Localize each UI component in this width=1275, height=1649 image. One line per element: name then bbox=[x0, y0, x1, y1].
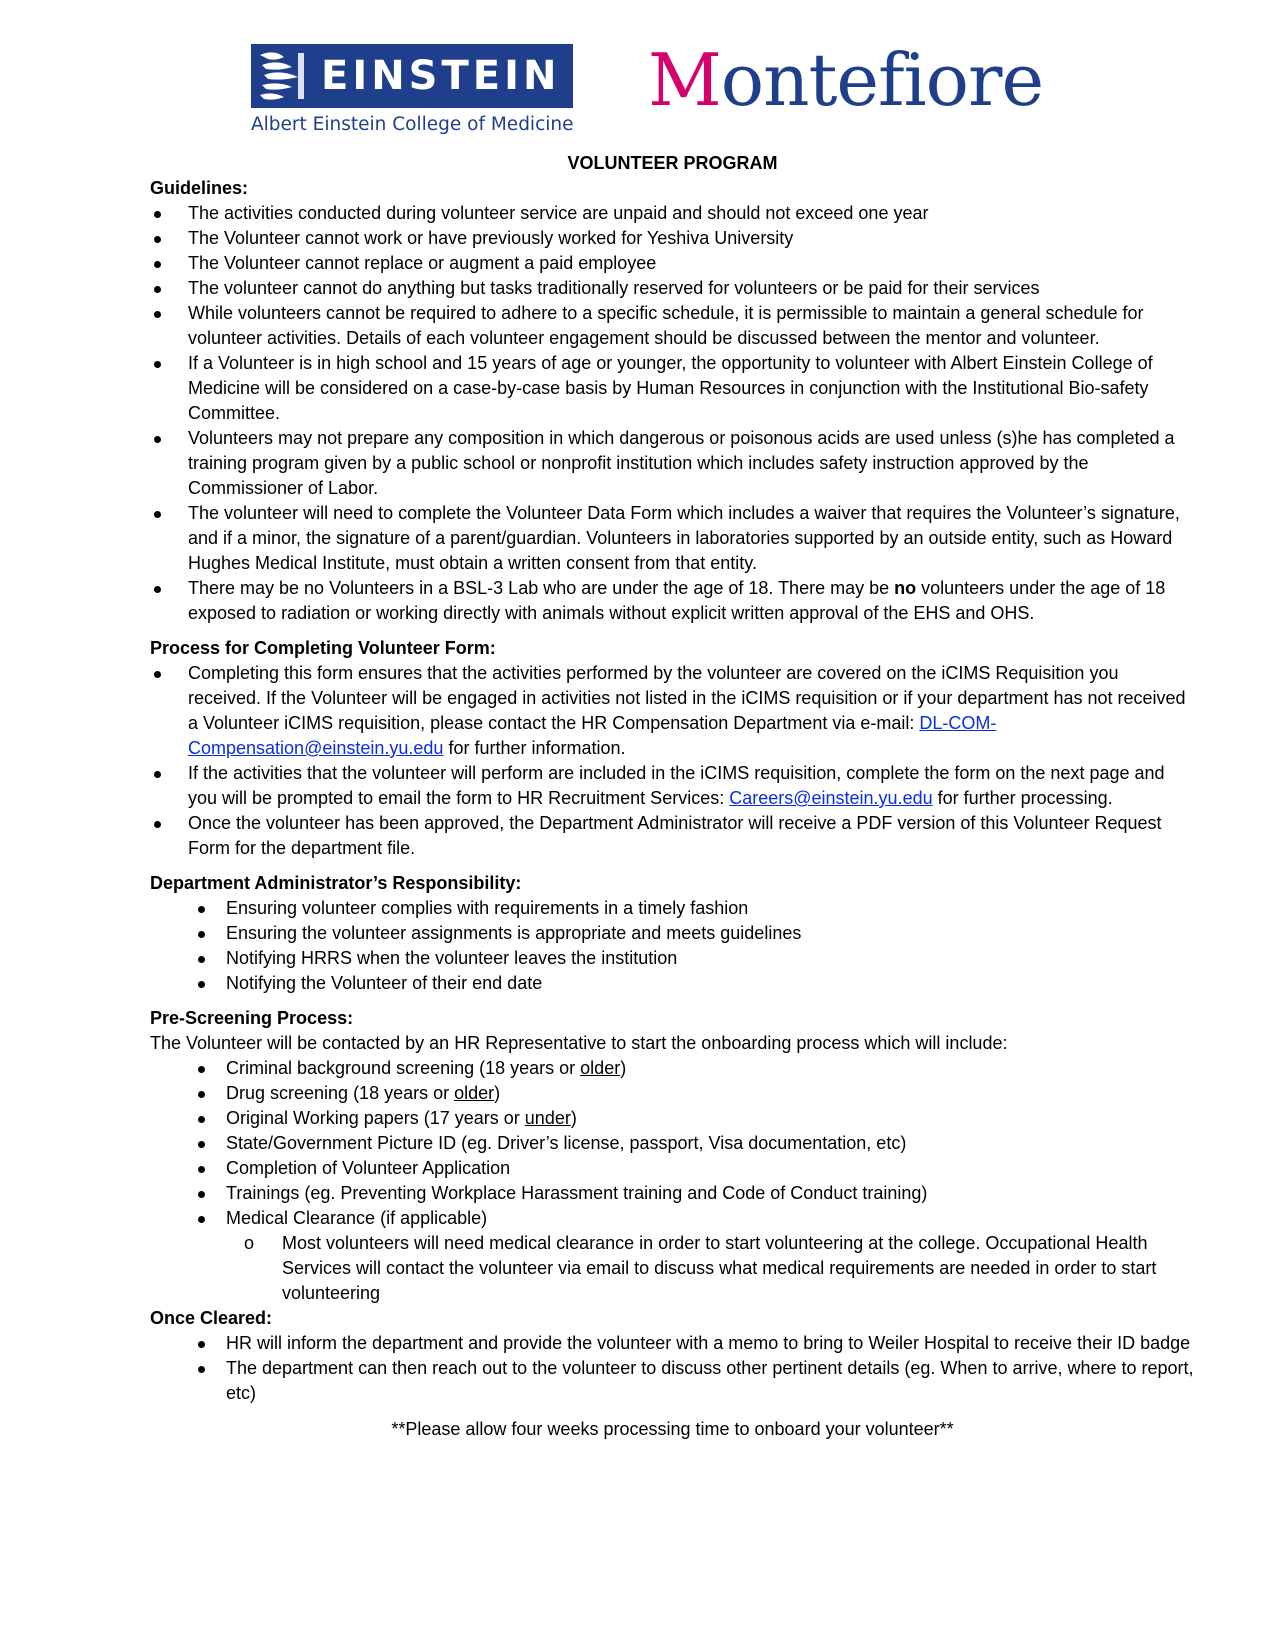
list-item: If a Volunteer is in high school and 15 years of age or younger, the opportunity to volunteer with Albert Einstein College of Medicine will be considered on a case-by-case basis by Human Resources in conjunction with the Institutional Bio-safety Committee. bbox=[150, 351, 1195, 426]
once-cleared-heading: Once Cleared: bbox=[150, 1308, 273, 1328]
einstein-logo-box bbox=[251, 44, 573, 108]
list-item: Trainings (eg. Preventing Workplace Harassment training and Code of Conduct training) bbox=[150, 1181, 1195, 1206]
list-item: The volunteer will need to complete the Volunteer Data Form which includes a waiver that requires the Volunteer’s signature, and if a minor, the signature of a parent/guardian. Volunteers in laboratories supported by an outside entity, such as Howard Hughes Medical Institute, must obtain a written consent from that entity. bbox=[150, 501, 1195, 576]
list-item-text: for further information. bbox=[443, 738, 626, 758]
emphasis-no: no bbox=[894, 578, 917, 598]
careers-email-link[interactable]: Careers@einstein.yu.edu bbox=[729, 788, 933, 808]
list-item: While volunteers cannot be required to adhere to a specific schedule, it is permissible to maintain a general schedule for volunteer activities. Details of each volunteer engagement should be discussed between the mentor and volunteer. bbox=[150, 301, 1195, 351]
list-item-text: ) bbox=[570, 1108, 577, 1128]
list-item bbox=[150, 576, 1195, 626]
list-item: Notifying the Volunteer of their end date bbox=[150, 971, 1195, 996]
list-item: The Volunteer cannot work or have previously worked for Yeshiva University bbox=[150, 226, 1195, 251]
list-item: Medical Clearance (if applicable) bbox=[150, 1206, 1195, 1231]
list-item-text: Drug screening (18 years or bbox=[226, 1083, 455, 1103]
dept-admin-list bbox=[150, 896, 1195, 996]
list-item: State/Government Picture ID (eg. Driver’s license, passport, Visa documentation, etc) bbox=[150, 1131, 1195, 1156]
list-item bbox=[150, 1056, 1195, 1081]
document-body bbox=[150, 150, 1195, 1442]
guidelines-list bbox=[150, 201, 1195, 626]
list-item-text: There may be no Volunteers in a BSL-3 Lab who are under the age of 18. There may be bbox=[188, 578, 895, 598]
list-item: The department can then reach out to the volunteer to discuss other pertinent details (eg. When to arrive, where to report, etc) bbox=[150, 1356, 1195, 1406]
medical-clearance-sublist bbox=[150, 1231, 1195, 1306]
page-title: VOLUNTEER PROGRAM bbox=[567, 153, 778, 173]
footer-note: **Please allow four weeks processing time to onboard your volunteer** bbox=[391, 1419, 954, 1439]
list-item-text: ) bbox=[620, 1058, 627, 1078]
list-item-text: Completing this form ensures that the activities performed by the volunteer are covered on the iCIMS Requisition you received. If the Volunteer will be engaged in activities not listed in the iCIMS requisition or if your department has not received a Volunteer iCIMS requisition, please contact the HR Compensation Department via e-mail: bbox=[188, 663, 1186, 733]
list-item-text: volunteers under the age of 18 exposed to radiation or working directly with animals without explicit written approval of the EHS and OHS. bbox=[188, 578, 1166, 623]
prescreening-list bbox=[150, 1056, 1195, 1231]
underlined-text: under bbox=[524, 1108, 571, 1128]
guidelines-heading: Guidelines: bbox=[150, 178, 249, 198]
einstein-wordmark: EINSTEIN bbox=[321, 53, 561, 99]
compensation-email-link[interactable]: DL-COM-Compensation@einstein.yu.edu bbox=[188, 713, 997, 758]
dept-admin-heading: Department Administrator’s Responsibility: bbox=[150, 873, 522, 893]
list-item bbox=[150, 1106, 1195, 1131]
prescreening-heading: Pre-Screening Process: bbox=[150, 1008, 354, 1028]
list-item: HR will inform the department and provide the volunteer with a memo to bring to Weiler Hospital to receive their ID badge bbox=[150, 1331, 1195, 1356]
einstein-subtitle: Albert Einstein College of Medicine bbox=[251, 114, 574, 135]
list-item bbox=[150, 761, 1195, 811]
list-item: Once the volunteer has been approved, the Department Administrator will receive a PDF version of this Volunteer Request Form for the department file. bbox=[150, 811, 1195, 861]
montefiore-logo bbox=[648, 40, 1043, 120]
list-item-text: for further processing. bbox=[932, 788, 1113, 808]
list-item: Volunteers may not prepare any composition in which dangerous or poisonous acids are used unless (s)he has completed a training program given by a public school or nonprofit institution which includes safety instruction approved by the Commissioner of Labor. bbox=[150, 426, 1195, 501]
einstein-logo bbox=[251, 44, 573, 136]
list-item: Ensuring volunteer complies with requirements in a timely fashion bbox=[150, 896, 1195, 921]
einstein-emblem-icon bbox=[254, 47, 312, 105]
process-heading: Process for Completing Volunteer Form: bbox=[150, 638, 496, 658]
list-item bbox=[150, 661, 1195, 761]
list-item-text: If the activities that the volunteer will perform are included in the iCIMS requisition, complete the form on the next page and you will be prompted to email the form to HR Recruitment Services: bbox=[188, 763, 1165, 808]
underlined-text: older bbox=[580, 1058, 621, 1078]
once-cleared-list bbox=[150, 1331, 1195, 1406]
list-item-text: Original Working papers (17 years or bbox=[226, 1108, 525, 1128]
list-item-text: ) bbox=[494, 1083, 501, 1103]
list-item-text: Criminal background screening (18 years or bbox=[226, 1058, 581, 1078]
list-item: The volunteer cannot do anything but tasks traditionally reserved for volunteers or be paid for their services bbox=[150, 276, 1195, 301]
prescreening-intro: The Volunteer will be contacted by an HR Representative to start the onboarding process which will include: bbox=[150, 1033, 1008, 1053]
montefiore-rest: ontefiore bbox=[720, 38, 1044, 122]
list-item: o Most volunteers will need medical clearance in order to start volunteering at the college. Occupational Health Services will contact the volunteer via email to discuss what medical requirements are needed in order to start volunteering bbox=[150, 1231, 1195, 1306]
list-item: Notifying HRRS when the volunteer leaves the institution bbox=[150, 946, 1195, 971]
header-logos bbox=[0, 0, 1275, 150]
montefiore-initial: M bbox=[648, 38, 721, 122]
underlined-text: older bbox=[454, 1083, 495, 1103]
list-item bbox=[150, 1081, 1195, 1106]
list-item: The Volunteer cannot replace or augment a paid employee bbox=[150, 251, 1195, 276]
process-list bbox=[150, 661, 1195, 861]
list-item: Completion of Volunteer Application bbox=[150, 1156, 1195, 1181]
list-item: Ensuring the volunteer assignments is appropriate and meets guidelines bbox=[150, 921, 1195, 946]
list-item: The activities conducted during volunteer service are unpaid and should not exceed one year bbox=[150, 201, 1195, 226]
